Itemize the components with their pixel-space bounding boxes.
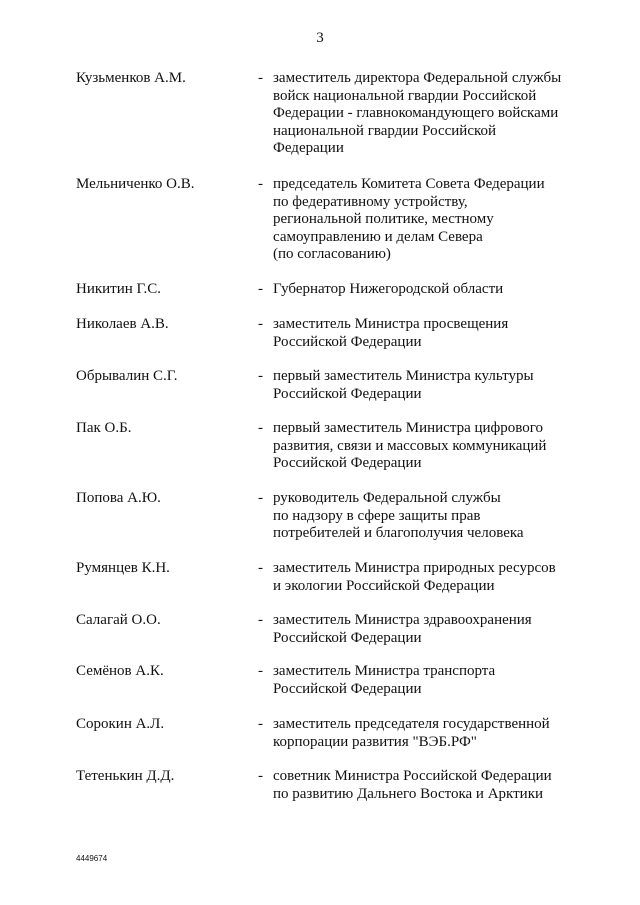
member-role xyxy=(273,716,573,751)
member-role-line: войск национальной гвардии Российской xyxy=(273,87,537,104)
member-role-line: самоуправлению и делам Севера xyxy=(273,228,483,245)
member-name: Попова А.Ю. xyxy=(76,490,161,506)
member-role xyxy=(273,281,573,299)
member-name: Семёнов А.К. xyxy=(76,663,164,679)
member-role xyxy=(273,176,573,264)
member-dash: - xyxy=(258,663,263,679)
member-name: Салагай О.О. xyxy=(76,612,161,628)
member-role xyxy=(273,70,573,158)
member-dash: - xyxy=(258,70,263,86)
member-role-line: потребителей и благополучия человека xyxy=(273,525,524,541)
member-role xyxy=(273,420,573,473)
member-dash: - xyxy=(258,281,263,297)
member-role xyxy=(273,612,573,647)
member-name: Николаев А.В. xyxy=(76,316,169,332)
member-role-line: заместитель председателя государственной xyxy=(273,716,550,732)
member-role-line: заместитель директора Федеральной службы xyxy=(273,70,562,86)
member-role-line: Российской Федерации xyxy=(273,680,422,697)
member-role-line: корпорации развития "ВЭБ.РФ" xyxy=(273,733,477,750)
member-role-line: руководитель Федеральной службы xyxy=(273,490,501,506)
document-code: 4449674 xyxy=(76,854,108,863)
member-dash: - xyxy=(258,368,263,384)
member-dash: - xyxy=(258,612,263,628)
member-role-line: Российской Федерации xyxy=(273,629,422,646)
page-number: 3 xyxy=(316,30,324,46)
member-name: Тетенькин Д.Д. xyxy=(76,768,175,784)
member-role-line: развития, связи и массовых коммуникаций xyxy=(273,437,547,454)
member-role-line: Федерации xyxy=(273,140,344,156)
member-dash: - xyxy=(258,420,263,436)
member-role-line: и экологии Российской Федерации xyxy=(273,577,495,594)
member-role-line: заместитель Министра природных ресурсов xyxy=(273,560,556,576)
member-role-line: по надзору в сфере защиты прав xyxy=(273,507,481,524)
member-dash: - xyxy=(258,716,263,732)
member-role xyxy=(273,368,573,403)
member-role-line: (по согласованию) xyxy=(273,246,391,262)
member-role-line: первый заместитель Министра цифрового xyxy=(273,420,544,436)
member-role xyxy=(273,768,573,803)
member-name: Никитин Г.С. xyxy=(76,281,162,297)
member-role-line: заместитель Министра транспорта xyxy=(273,663,496,679)
member-dash: - xyxy=(258,316,263,332)
member-role xyxy=(273,316,573,351)
member-name: Кузьменков А.М. xyxy=(76,70,186,86)
member-role-line: заместитель Министра просвещения xyxy=(273,316,509,332)
member-role-line: региональной политике, местному xyxy=(273,211,494,227)
member-name: Сорокин А.Л. xyxy=(76,716,165,732)
member-name: Мельниченко О.В. xyxy=(76,176,195,192)
member-role-line: национальной гвардии Российской xyxy=(273,122,497,139)
member-role-line: советник Министра Российской Федерации xyxy=(273,768,552,784)
member-dash: - xyxy=(258,560,263,576)
member-role-line: Российской Федерации xyxy=(273,385,422,402)
member-role-line: председатель Комитета Совета Федерации xyxy=(273,176,545,192)
member-role-line: заместитель Министра здравоохранения xyxy=(273,612,532,628)
member-role-line: Федерации - главнокомандующего войсками xyxy=(273,105,559,121)
member-dash: - xyxy=(258,176,263,192)
member-name: Пак О.Б. xyxy=(76,420,132,436)
member-name: Румянцев К.Н. xyxy=(76,560,170,576)
member-role-line: Губернатор Нижегородской области xyxy=(273,281,504,297)
member-role-line: по развитию Дальнего Востока и Арктики xyxy=(273,785,544,802)
member-dash: - xyxy=(258,490,263,506)
member-name: Обрывалин С.Г. xyxy=(76,368,178,384)
member-role-line: первый заместитель Министра культуры xyxy=(273,368,534,384)
member-role xyxy=(273,490,573,543)
member-role-line: Российской Федерации xyxy=(273,455,422,471)
member-role-line: по федеративному устройству, xyxy=(273,193,468,210)
member-role xyxy=(273,560,573,595)
member-dash: - xyxy=(258,768,263,784)
member-role-line: Российской Федерации xyxy=(273,333,422,350)
member-role xyxy=(273,663,573,698)
